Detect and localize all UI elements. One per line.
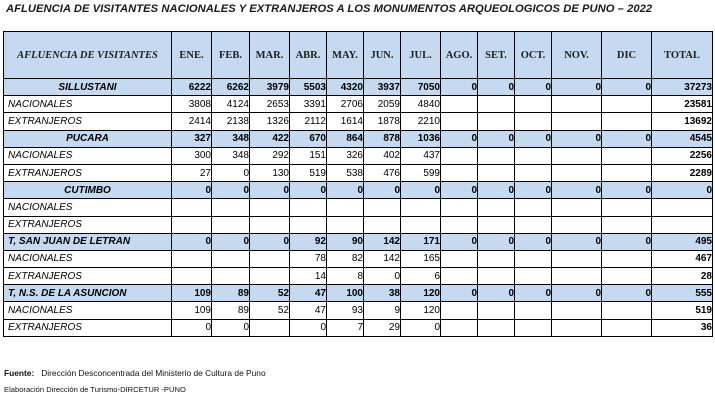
month-value-cell: 6 <box>401 268 441 285</box>
month-value-cell: 326 <box>327 147 364 164</box>
month-value-cell: 0 <box>515 285 552 302</box>
month-value-cell <box>212 199 250 216</box>
month-value-cell: 171 <box>401 233 441 250</box>
month-value-cell <box>172 199 212 216</box>
month-value-cell <box>515 216 552 233</box>
month-value-cell <box>602 319 652 336</box>
month-value-cell: 109 <box>172 285 212 302</box>
month-value-cell: 142 <box>364 250 401 267</box>
column-header-month: JUN. <box>364 32 401 79</box>
month-value-cell: 2210 <box>401 113 441 130</box>
month-value-cell: 8 <box>327 268 364 285</box>
month-value-cell: 519 <box>290 164 327 181</box>
month-value-cell: 6262 <box>212 79 250 96</box>
source-label: Fuente: <box>4 368 35 378</box>
month-value-cell <box>441 199 478 216</box>
month-value-cell <box>441 268 478 285</box>
credit-note: Elaboración Dirección de Turismo-DIRCETUR -PUNO <box>4 385 186 394</box>
month-value-cell <box>515 250 552 267</box>
site-row <box>4 130 713 147</box>
month-value-cell <box>602 147 652 164</box>
month-value-cell: 89 <box>212 285 250 302</box>
visitor-type-row <box>4 268 713 285</box>
month-value-cell <box>515 96 552 113</box>
month-value-cell: 151 <box>290 147 327 164</box>
month-value-cell: 422 <box>250 130 290 147</box>
visitor-type-row <box>4 319 713 336</box>
month-value-cell <box>172 268 212 285</box>
column-header-month: JUL. <box>401 32 441 79</box>
month-value-cell: 2414 <box>172 113 212 130</box>
month-value-cell <box>602 250 652 267</box>
visitor-type-cell: EXTRANJEROS <box>4 164 172 181</box>
month-value-cell: 0 <box>515 130 552 147</box>
site-name-cell: T, SAN JUAN DE LETRAN <box>4 233 172 250</box>
month-value-cell: 4320 <box>327 79 364 96</box>
month-value-cell <box>602 164 652 181</box>
month-value-cell <box>552 199 602 216</box>
month-value-cell: 52 <box>250 285 290 302</box>
month-value-cell <box>327 216 364 233</box>
month-value-cell: 1036 <box>401 130 441 147</box>
month-value-cell: 327 <box>172 130 212 147</box>
month-value-cell <box>602 199 652 216</box>
total-value-cell: 519 <box>652 302 713 319</box>
month-value-cell <box>602 302 652 319</box>
month-value-cell: 5503 <box>290 79 327 96</box>
month-value-cell: 0 <box>478 233 515 250</box>
month-value-cell <box>515 164 552 181</box>
visitor-type-cell: NACIONALES <box>4 250 172 267</box>
month-value-cell: 142 <box>364 233 401 250</box>
visitor-type-cell: NACIONALES <box>4 147 172 164</box>
total-value-cell: 2289 <box>652 164 713 181</box>
visitors-table <box>3 31 713 337</box>
month-value-cell <box>552 268 602 285</box>
month-value-cell: 0 <box>515 79 552 96</box>
total-value-cell: 467 <box>652 250 713 267</box>
month-value-cell: 2112 <box>290 113 327 130</box>
month-value-cell: 538 <box>327 164 364 181</box>
site-name-cell: SILLUSTANI <box>4 79 172 96</box>
total-value-cell <box>652 216 713 233</box>
month-value-cell: 0 <box>250 233 290 250</box>
column-header-month: ENE. <box>172 32 212 79</box>
month-value-cell: 0 <box>364 268 401 285</box>
month-value-cell <box>515 147 552 164</box>
month-value-cell <box>552 250 602 267</box>
month-value-cell <box>552 147 602 164</box>
month-value-cell: 0 <box>602 130 652 147</box>
month-value-cell <box>441 319 478 336</box>
column-header-month: NOV. <box>552 32 602 79</box>
month-value-cell: 14 <box>290 268 327 285</box>
month-value-cell: 90 <box>327 233 364 250</box>
source-text: Dirección Desconcentrada del Ministerio de Cultura de Puno <box>41 368 266 378</box>
month-value-cell: 52 <box>250 302 290 319</box>
month-value-cell: 78 <box>290 250 327 267</box>
month-value-cell: 29 <box>364 319 401 336</box>
month-value-cell <box>441 302 478 319</box>
total-value-cell: 555 <box>652 285 713 302</box>
month-value-cell: 864 <box>327 130 364 147</box>
month-value-cell: 93 <box>327 302 364 319</box>
month-value-cell: 0 <box>515 182 552 199</box>
visitor-type-row <box>4 164 713 181</box>
month-value-cell <box>478 250 515 267</box>
month-value-cell: 47 <box>290 285 327 302</box>
month-value-cell: 130 <box>250 164 290 181</box>
month-value-cell: 0 <box>441 285 478 302</box>
total-value-cell: 0 <box>652 182 713 199</box>
month-value-cell <box>515 268 552 285</box>
month-value-cell: 0 <box>250 182 290 199</box>
total-value-cell: 2256 <box>652 147 713 164</box>
column-header-visitors: AFLUENCIA DE VISITANTES <box>4 32 172 79</box>
month-value-cell <box>172 216 212 233</box>
month-value-cell <box>250 250 290 267</box>
month-value-cell <box>552 216 602 233</box>
table-header-row <box>4 32 713 79</box>
month-value-cell: 3937 <box>364 79 401 96</box>
total-value-cell: 13692 <box>652 113 713 130</box>
month-value-cell: 0 <box>478 285 515 302</box>
month-value-cell: 476 <box>364 164 401 181</box>
month-value-cell: 4840 <box>401 96 441 113</box>
month-value-cell <box>364 199 401 216</box>
month-value-cell: 3391 <box>290 96 327 113</box>
month-value-cell: 0 <box>441 233 478 250</box>
month-value-cell: 348 <box>212 130 250 147</box>
month-value-cell <box>212 216 250 233</box>
visitor-type-row <box>4 302 713 319</box>
month-value-cell <box>441 216 478 233</box>
visitor-type-cell: EXTRANJEROS <box>4 268 172 285</box>
site-row <box>4 285 713 302</box>
source-note <box>4 368 266 378</box>
month-value-cell <box>327 199 364 216</box>
month-value-cell: 0 <box>172 182 212 199</box>
month-value-cell: 348 <box>212 147 250 164</box>
total-value-cell: 37273 <box>652 79 713 96</box>
visitor-type-row <box>4 113 713 130</box>
site-name-cell: T, N.S. DE LA ASUNCION <box>4 285 172 302</box>
month-value-cell <box>552 96 602 113</box>
month-value-cell: 2706 <box>327 96 364 113</box>
month-value-cell: 3808 <box>172 96 212 113</box>
column-header-month: FEB. <box>212 32 250 79</box>
month-value-cell: 0 <box>212 182 250 199</box>
month-value-cell: 4124 <box>212 96 250 113</box>
month-value-cell <box>172 250 212 267</box>
visitor-type-cell: NACIONALES <box>4 199 172 216</box>
month-value-cell: 0 <box>172 319 212 336</box>
month-value-cell: 1326 <box>250 113 290 130</box>
column-header-month: AGO. <box>441 32 478 79</box>
month-value-cell <box>515 302 552 319</box>
column-header-month: ABR. <box>290 32 327 79</box>
month-value-cell <box>515 319 552 336</box>
month-value-cell: 0 <box>602 79 652 96</box>
month-value-cell: 300 <box>172 147 212 164</box>
month-value-cell: 437 <box>401 147 441 164</box>
month-value-cell: 292 <box>250 147 290 164</box>
visitor-type-cell: NACIONALES <box>4 302 172 319</box>
month-value-cell <box>478 113 515 130</box>
month-value-cell: 0 <box>401 319 441 336</box>
month-value-cell: 89 <box>212 302 250 319</box>
month-value-cell <box>441 147 478 164</box>
month-value-cell: 38 <box>364 285 401 302</box>
month-value-cell <box>441 250 478 267</box>
column-header-month: SET. <box>478 32 515 79</box>
month-value-cell: 92 <box>290 233 327 250</box>
site-row <box>4 79 713 96</box>
month-value-cell: 82 <box>327 250 364 267</box>
month-value-cell <box>602 96 652 113</box>
month-value-cell: 165 <box>401 250 441 267</box>
month-value-cell <box>478 268 515 285</box>
month-value-cell <box>552 113 602 130</box>
month-value-cell <box>478 96 515 113</box>
month-value-cell <box>552 302 602 319</box>
visitor-type-cell: EXTRANJEROS <box>4 113 172 130</box>
month-value-cell: 670 <box>290 130 327 147</box>
month-value-cell: 0 <box>172 233 212 250</box>
month-value-cell <box>602 113 652 130</box>
month-value-cell <box>478 164 515 181</box>
month-value-cell <box>478 147 515 164</box>
month-value-cell <box>250 268 290 285</box>
month-value-cell <box>401 199 441 216</box>
total-value-cell: 28 <box>652 268 713 285</box>
month-value-cell: 0 <box>478 79 515 96</box>
month-value-cell: 9 <box>364 302 401 319</box>
month-value-cell <box>478 216 515 233</box>
column-header-month: OCT. <box>515 32 552 79</box>
month-value-cell <box>478 199 515 216</box>
month-value-cell: 7050 <box>401 79 441 96</box>
total-value-cell: 4545 <box>652 130 713 147</box>
visitor-type-cell: EXTRANJEROS <box>4 216 172 233</box>
column-header-month: MAY. <box>327 32 364 79</box>
month-value-cell <box>552 319 602 336</box>
site-row <box>4 233 713 250</box>
month-value-cell: 120 <box>401 302 441 319</box>
month-value-cell: 402 <box>364 147 401 164</box>
month-value-cell <box>441 164 478 181</box>
visitor-type-row <box>4 216 713 233</box>
month-value-cell <box>401 216 441 233</box>
month-value-cell: 0 <box>212 319 250 336</box>
visitor-type-cell: NACIONALES <box>4 96 172 113</box>
site-name-cell: CUTIMBO <box>4 182 172 199</box>
month-value-cell: 6222 <box>172 79 212 96</box>
month-value-cell <box>212 268 250 285</box>
month-value-cell: 1614 <box>327 113 364 130</box>
month-value-cell: 0 <box>552 79 602 96</box>
month-value-cell <box>290 216 327 233</box>
month-value-cell: 0 <box>552 233 602 250</box>
month-value-cell: 0 <box>441 182 478 199</box>
month-value-cell: 2653 <box>250 96 290 113</box>
month-value-cell <box>364 216 401 233</box>
month-value-cell: 0 <box>602 285 652 302</box>
visitor-type-row <box>4 199 713 216</box>
month-value-cell: 0 <box>552 182 602 199</box>
month-value-cell: 0 <box>478 130 515 147</box>
column-header-month: MAR. <box>250 32 290 79</box>
month-value-cell: 0 <box>602 233 652 250</box>
month-value-cell <box>290 199 327 216</box>
month-value-cell <box>602 216 652 233</box>
month-value-cell: 0 <box>327 182 364 199</box>
month-value-cell: 0 <box>552 130 602 147</box>
month-value-cell <box>212 250 250 267</box>
month-value-cell: 0 <box>515 233 552 250</box>
site-name-cell: PUCARA <box>4 130 172 147</box>
month-value-cell <box>515 199 552 216</box>
total-value-cell: 495 <box>652 233 713 250</box>
month-value-cell: 100 <box>327 285 364 302</box>
month-value-cell <box>250 319 290 336</box>
month-value-cell: 0 <box>290 319 327 336</box>
month-value-cell: 878 <box>364 130 401 147</box>
month-value-cell: 599 <box>401 164 441 181</box>
month-value-cell: 0 <box>401 182 441 199</box>
visitor-type-row <box>4 96 713 113</box>
visitor-type-row <box>4 147 713 164</box>
total-value-cell: 23581 <box>652 96 713 113</box>
month-value-cell: 0 <box>602 182 652 199</box>
column-header-total: TOTAL <box>652 32 713 79</box>
month-value-cell <box>441 96 478 113</box>
month-value-cell: 27 <box>172 164 212 181</box>
month-value-cell: 2059 <box>364 96 401 113</box>
visitor-type-row <box>4 250 713 267</box>
month-value-cell: 47 <box>290 302 327 319</box>
month-value-cell <box>515 113 552 130</box>
month-value-cell <box>250 199 290 216</box>
total-value-cell <box>652 199 713 216</box>
month-value-cell: 0 <box>212 164 250 181</box>
visitor-type-cell: EXTRANJEROS <box>4 319 172 336</box>
month-value-cell: 0 <box>552 285 602 302</box>
month-value-cell: 0 <box>364 182 401 199</box>
month-value-cell: 0 <box>212 233 250 250</box>
page-title: AFLUENCIA DE VISITANTES NACIONALES Y EXTRANJEROS A LOS MONUMENTOS ARQUEOLOGICOS DE PUNO – 2022 <box>6 3 653 15</box>
month-value-cell <box>478 319 515 336</box>
month-value-cell: 0 <box>478 182 515 199</box>
month-value-cell: 0 <box>441 79 478 96</box>
month-value-cell <box>478 302 515 319</box>
month-value-cell: 0 <box>441 130 478 147</box>
month-value-cell: 0 <box>290 182 327 199</box>
month-value-cell: 109 <box>172 302 212 319</box>
month-value-cell: 120 <box>401 285 441 302</box>
month-value-cell <box>441 113 478 130</box>
column-header-month: DIC <box>602 32 652 79</box>
month-value-cell: 1878 <box>364 113 401 130</box>
month-value-cell: 2138 <box>212 113 250 130</box>
month-value-cell <box>552 164 602 181</box>
month-value-cell: 7 <box>327 319 364 336</box>
month-value-cell <box>602 268 652 285</box>
total-value-cell: 36 <box>652 319 713 336</box>
month-value-cell <box>250 216 290 233</box>
month-value-cell: 3979 <box>250 79 290 96</box>
site-row <box>4 182 713 199</box>
